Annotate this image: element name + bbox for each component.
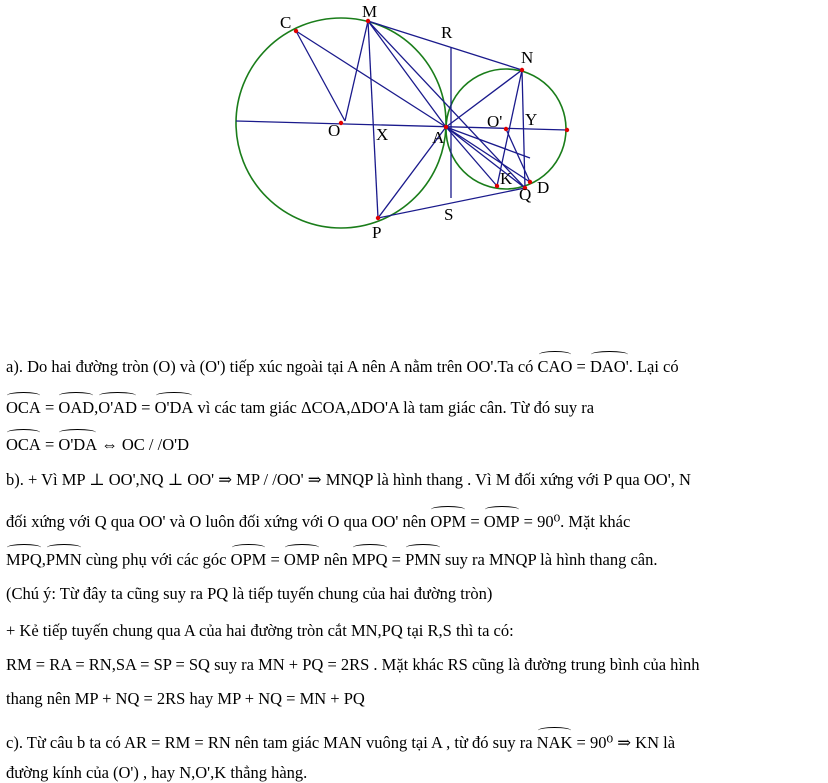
- label-p: P: [372, 223, 382, 242]
- para-b-line-7: thang nên MP + NQ = 2RS hay MP + NQ = MN + PQ: [6, 689, 365, 708]
- label-o-prime: O': [487, 112, 503, 131]
- para-b-line-5: + Kẻ tiếp tuyến chung qua A của hai đường tròn cắt MN,PQ tại R,S thì ta có:: [6, 621, 514, 640]
- para-c-line-2: đường kính của (O') , hay N,O',K thẳng hàng.: [6, 763, 308, 782]
- label-s: S: [444, 205, 454, 224]
- label-y: Y: [525, 110, 538, 129]
- para-b-line-1: b). + Vì MP ⊥ OO',NQ ⊥ OO' ⇒ MP / /OO' ⇒ MNQP là hình thang . Vì M đối xứng với P qua OO', N: [6, 470, 691, 489]
- label-r: R: [441, 23, 453, 42]
- label-k: K: [500, 169, 513, 188]
- label-a: A: [432, 128, 445, 147]
- label-c: C: [280, 13, 292, 32]
- label-o: O: [328, 121, 341, 140]
- geometry-figure: [0, 0, 828, 250]
- label-x: X: [376, 125, 389, 144]
- line-oo-prime: [236, 121, 567, 130]
- label-q: Q: [519, 185, 532, 204]
- para-a-line-3: OCA = O'DA ⇔ OC / /O'D: [6, 435, 190, 454]
- label-m: M: [362, 2, 378, 21]
- para-b-line-3: MPQ,PMN cùng phụ với các góc OPM = OMP nên MPQ = PMN suy ra MNQP là hình thang cân.: [6, 550, 658, 569]
- para-c-line-1: c). Từ câu b ta có AR = RM = RN nên tam giác MAN vuông tại A , từ đó suy ra NAK = 90⁰ ⇒ KN là: [6, 733, 676, 752]
- para-b-line-6: RM = RA = RN,SA = SP = SQ suy ra MN + PQ = 2RS . Mặt khác RS cũng là đường trung bình của hình: [6, 655, 700, 674]
- para-a-line-2: OCA = OAD,O'AD = O'DA vì các tam giác ΔCOA,ΔDO'A là tam giác cân. Từ đó suy ra: [6, 398, 595, 417]
- para-a-line-1: a). Do hai đường tròn (O) và (O') tiếp xúc ngoài tại A nên A nằm trên OO'.Ta có CAO = DAO'. Lại có: [6, 357, 679, 376]
- para-b-line-2: đối xứng với Q qua OO' và O luôn đối xứng với O qua OO' nên OPM = OMP = 90⁰. Mặt khác: [6, 512, 631, 531]
- label-n: N: [521, 48, 534, 67]
- para-b-line-4: (Chú ý: Từ đây ta cũng suy ra PQ là tiếp tuyến chung của hai đường tròn): [6, 584, 493, 603]
- label-d: D: [537, 178, 550, 197]
